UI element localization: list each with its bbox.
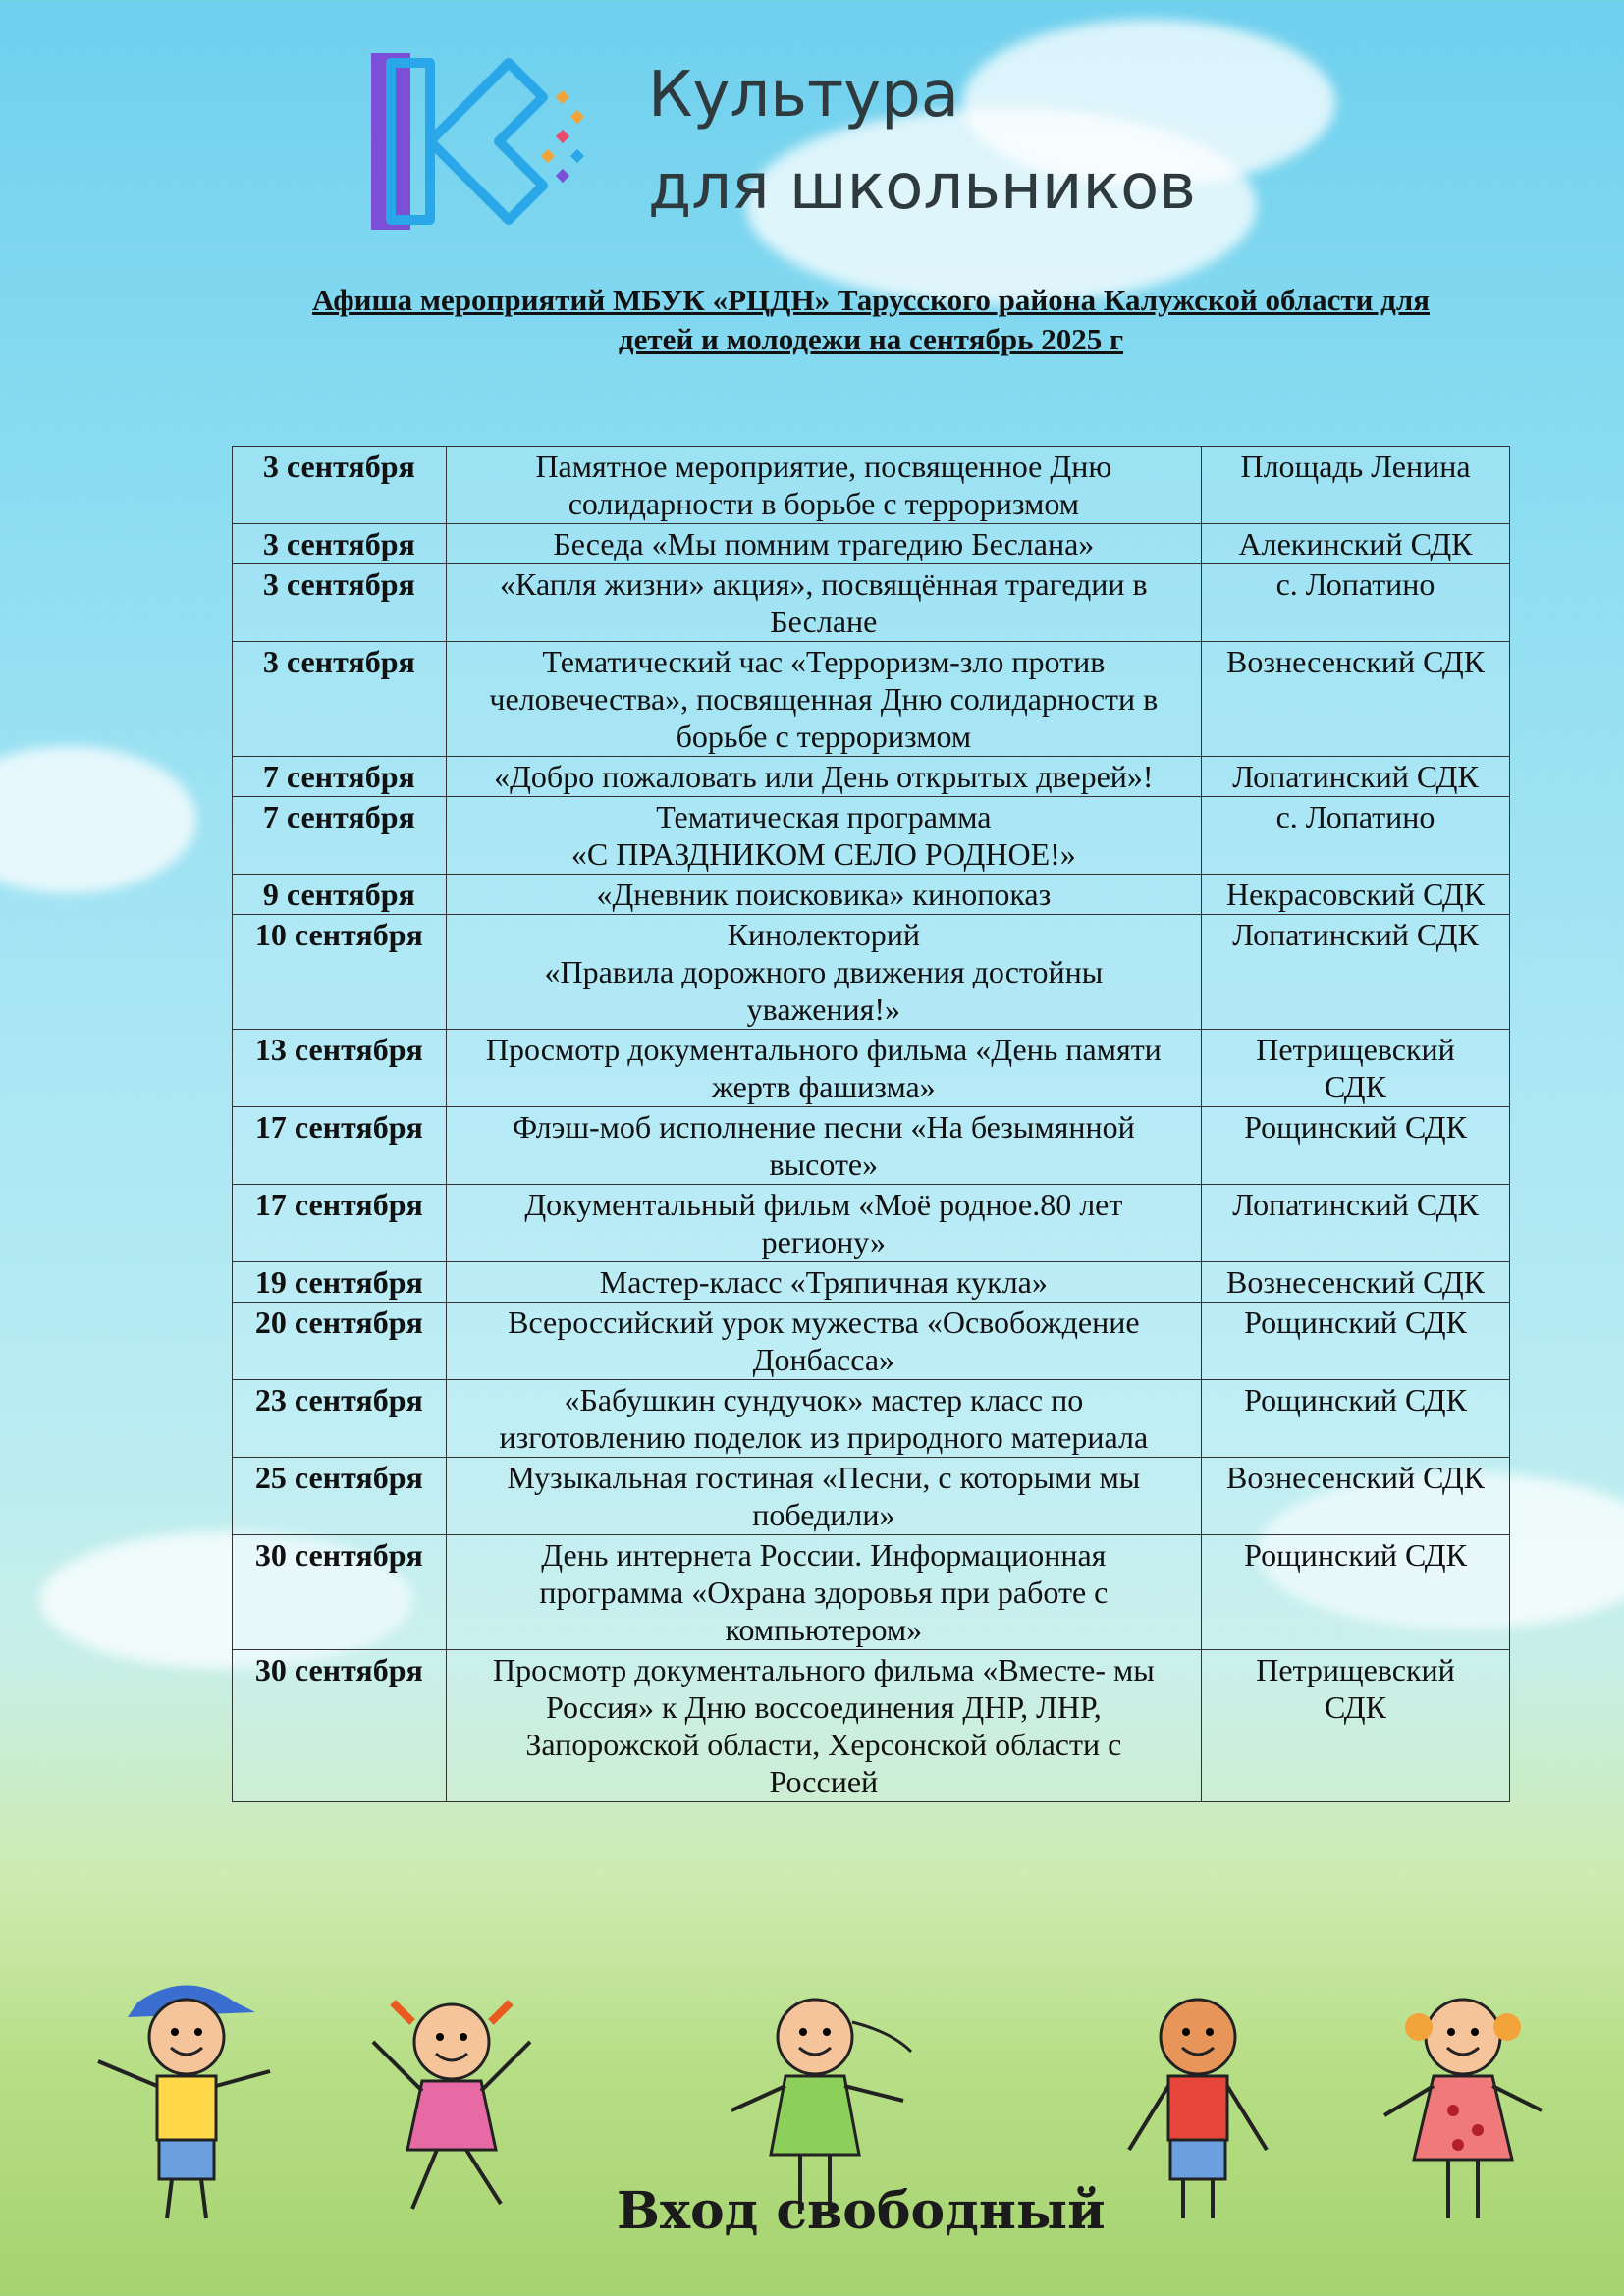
event-row — [233, 1535, 1510, 1650]
event-description-line: жертв фашизма» — [711, 1069, 936, 1104]
logo-text — [648, 49, 1196, 234]
event-description — [446, 1262, 1201, 1303]
event-description-line: Беслане — [770, 604, 878, 639]
event-description-line: «Правила дорожного движения достойны — [544, 954, 1104, 989]
event-date: 30 сентября — [233, 1535, 447, 1650]
event-date: 7 сентября — [233, 797, 447, 875]
event-row — [233, 1262, 1510, 1303]
event-place — [1202, 524, 1510, 564]
event-description-line: Просмотр документального фильма «Вместе- мы — [492, 1652, 1155, 1687]
events-table — [232, 446, 1510, 1802]
event-description-line: Просмотр документального фильма «День памяти — [485, 1032, 1162, 1067]
event-place-line: Рощинский СДК — [1244, 1305, 1467, 1340]
event-description-line: Кинолекторий — [727, 917, 920, 952]
event-description-line: солидарности в борьбе с терроризмом — [568, 486, 1079, 521]
event-place — [1202, 1303, 1510, 1380]
event-place-line: Рощинский СДК — [1244, 1109, 1467, 1145]
logo-line-1: Культура — [648, 59, 959, 132]
title-line-1: Афиша мероприятий МБУК «РЦДН» Тарусского района Калужской области для — [311, 283, 1431, 317]
event-description-line: компьютером» — [725, 1612, 923, 1647]
event-place-line: Вознесенский СДК — [1226, 1264, 1485, 1300]
event-description — [446, 757, 1201, 797]
event-row — [233, 875, 1510, 915]
event-place-line: с. Лопатино — [1275, 799, 1435, 834]
girl-polka-dress-icon — [1365, 1983, 1561, 2228]
event-description — [446, 447, 1201, 524]
event-description-line: Документальный фильм «Моё родное.80 лет — [524, 1187, 1123, 1222]
event-place-line: Лопатинский СДК — [1232, 917, 1479, 952]
event-description-line: День интернета России. Информационная — [541, 1537, 1107, 1573]
event-date: 13 сентября — [233, 1030, 447, 1107]
page-title — [255, 281, 1487, 359]
event-description-line: региону» — [761, 1224, 887, 1259]
event-date: 19 сентября — [233, 1262, 447, 1303]
event-place — [1202, 642, 1510, 757]
event-row — [233, 1185, 1510, 1262]
logo-k-icon — [361, 43, 597, 240]
free-entry-footer: Вход свободный — [617, 2181, 1106, 2241]
event-description-line: Всероссийский урок мужества «Освобождение — [508, 1305, 1140, 1340]
event-description-line: борьбе с терроризмом — [676, 719, 972, 754]
events-table-body — [233, 447, 1510, 1802]
event-date: 23 сентября — [233, 1380, 447, 1458]
event-row — [233, 1107, 1510, 1185]
event-place — [1202, 447, 1510, 524]
event-row — [233, 797, 1510, 875]
event-place-line: Некрасовский СДК — [1225, 877, 1486, 912]
event-place-line: Вознесенский СДК — [1226, 1460, 1485, 1495]
event-row — [233, 915, 1510, 1030]
event-date: 7 сентября — [233, 757, 447, 797]
kid-with-cap-icon — [88, 1983, 285, 2228]
event-description-line: Донбасса» — [752, 1342, 895, 1377]
event-date: 9 сентября — [233, 875, 447, 915]
cloud — [0, 746, 196, 893]
event-row — [233, 1030, 1510, 1107]
event-date: 30 сентября — [233, 1650, 447, 1802]
event-row — [233, 1380, 1510, 1458]
logo-line-2: для школьников — [648, 151, 1196, 224]
event-date: 17 сентября — [233, 1185, 447, 1262]
event-description — [446, 1535, 1201, 1650]
event-description — [446, 1650, 1201, 1802]
event-row — [233, 642, 1510, 757]
event-place — [1202, 1380, 1510, 1458]
event-description-line: «С ПРАЗДНИКОМ СЕЛО РОДНОЕ!» — [570, 836, 1076, 872]
girl-pink-dress-icon — [353, 1983, 550, 2228]
event-place — [1202, 1535, 1510, 1650]
event-place-line: Площадь Ленина — [1240, 449, 1471, 484]
event-place-line: СДК — [1325, 1689, 1386, 1725]
event-description-line: высоте» — [769, 1147, 879, 1182]
event-place — [1202, 875, 1510, 915]
event-description-line: Беседа «Мы помним трагедию Беслана» — [553, 526, 1095, 561]
event-place-line: Рощинский СДК — [1244, 1382, 1467, 1417]
event-place-line: Лопатинский СДК — [1232, 1187, 1479, 1222]
event-row — [233, 524, 1510, 564]
event-description-line: «Дневник поисковика» кинопоказ — [596, 877, 1052, 912]
event-row — [233, 564, 1510, 642]
event-description — [446, 1030, 1201, 1107]
event-place-line: Рощинский СДК — [1244, 1537, 1467, 1573]
event-place-line: Вознесенский СДК — [1226, 644, 1485, 679]
event-row — [233, 1458, 1510, 1535]
event-description-line: Памятное мероприятие, посвященное Дню — [535, 449, 1112, 484]
event-description-line: уважения!» — [746, 991, 901, 1027]
event-place-line: с. Лопатино — [1275, 566, 1435, 602]
event-date: 17 сентября — [233, 1107, 447, 1185]
event-description — [446, 1303, 1201, 1380]
event-date: 3 сентября — [233, 524, 447, 564]
event-date: 3 сентября — [233, 642, 447, 757]
event-description-line: «Бабушкин сундучок» мастер класс по — [564, 1382, 1084, 1417]
event-description-line: Флэш-моб исполнение песни «На безымянной — [512, 1109, 1135, 1145]
event-description-line: человечества», посвященная Дню солидарности в — [489, 681, 1159, 717]
title-line-2: детей и молодежи на сентябрь 2025 г — [618, 322, 1124, 356]
event-description-line: Россией — [769, 1764, 879, 1799]
event-place — [1202, 1185, 1510, 1262]
event-place — [1202, 1650, 1510, 1802]
event-description-line: Мастер-класс «Тряпичная кукла» — [599, 1264, 1048, 1300]
event-row — [233, 447, 1510, 524]
event-place — [1202, 797, 1510, 875]
event-description — [446, 797, 1201, 875]
event-description-line: «Добро пожаловать или День открытых дверей»! — [494, 759, 1154, 794]
event-date: 25 сентября — [233, 1458, 447, 1535]
boy-red-shirt-icon — [1100, 1983, 1296, 2228]
event-description — [446, 564, 1201, 642]
event-date: 20 сентября — [233, 1303, 447, 1380]
event-date: 3 сентября — [233, 564, 447, 642]
event-date: 10 сентября — [233, 915, 447, 1030]
event-description-line: «Капля жизни» акция», посвящённая трагедии в — [500, 566, 1148, 602]
event-row — [233, 1303, 1510, 1380]
event-description-line: программа «Охрана здоровья при работе с — [539, 1575, 1109, 1610]
event-place — [1202, 757, 1510, 797]
event-description-line: Музыкальная гостиная «Песни, с которыми мы — [507, 1460, 1141, 1495]
event-place — [1202, 564, 1510, 642]
event-description-line: Запорожской области, Херсонской области с — [525, 1727, 1122, 1762]
event-description — [446, 642, 1201, 757]
event-description — [446, 915, 1201, 1030]
event-place-line: Петрищевский — [1256, 1652, 1455, 1687]
event-place-line: Лопатинский СДК — [1232, 759, 1479, 794]
event-place — [1202, 915, 1510, 1030]
event-place — [1202, 1458, 1510, 1535]
event-description-line: Тематический час «Терроризм-зло против — [542, 644, 1106, 679]
event-place — [1202, 1262, 1510, 1303]
event-description — [446, 1458, 1201, 1535]
event-row — [233, 757, 1510, 797]
event-description-line: победили» — [752, 1497, 895, 1532]
event-description — [446, 1380, 1201, 1458]
event-place-line: Алекинский СДК — [1238, 526, 1473, 561]
event-place — [1202, 1030, 1510, 1107]
event-place-line: Петрищевский — [1256, 1032, 1455, 1067]
event-place — [1202, 1107, 1510, 1185]
event-place-line: СДК — [1325, 1069, 1386, 1104]
event-description — [446, 1185, 1201, 1262]
event-description-line: Тематическая программа — [656, 799, 992, 834]
event-description-line: изготовлению поделок из природного материала — [499, 1419, 1149, 1455]
event-description — [446, 1107, 1201, 1185]
event-date: 3 сентября — [233, 447, 447, 524]
event-description — [446, 524, 1201, 564]
event-row — [233, 1650, 1510, 1802]
event-description — [446, 875, 1201, 915]
event-description-line: Россия» к Дню воссоединения ДНР, ЛНР, — [545, 1689, 1102, 1725]
